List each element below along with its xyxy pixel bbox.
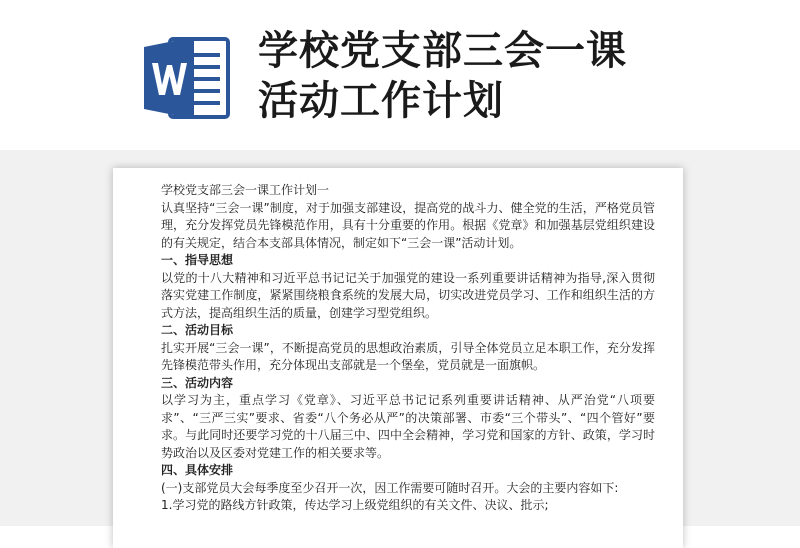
section-heading: 四、具体安排: [161, 463, 234, 477]
doc-paragraph: 认真坚持“三会一课”制度，对于加强支部建设，提高党的战斗力、健全党的生活，严格党员管理，充分发挥党员先锋模范作用，具有十分重要的作用。根据《党章》和加强基层党组织建设的有关规定，结合本支部具体情况，制定如下“三会一课”活动计划。: [161, 200, 655, 250]
document-page: [113, 168, 683, 548]
header-banner: [0, 0, 800, 160]
doc-heading: 学校党支部三会一课工作计划一: [161, 183, 330, 197]
section-heading: 三、活动内容: [161, 375, 234, 390]
doc-paragraph: 1.学习党的路线方针政策，传达学习上级党组织的有关文件、决议、批示;: [161, 498, 549, 512]
doc-paragraph: 扎实开展“三会一课”，不断提高党员的思想政治素质，引导全体党员立足本职工作，充分发挥先锋模范带头作用，充分体现出支部就是一个堡垒，党员就是一面旗帜。: [161, 340, 655, 372]
document-title: [258, 26, 778, 126]
title-line-2: 活动工作计划: [258, 78, 504, 124]
document-body: [161, 182, 655, 515]
section-heading: 二、活动目标: [161, 323, 234, 337]
doc-paragraph: (一)支部党员大会每季度至少召开一次，因工作需要可随时召开。大会的主要内容如下:: [161, 480, 619, 495]
doc-paragraph: 以党的十八大精神和习近平总书记记关于加强党的建设一系列重要讲话精神为指导,深入贯彻落实党建工作制度，紧紧围绕粮食系统的发展大局，切实改进党员学习、工作和组织生活的方式方法，提高组织生活的质量，创建学习型党组织。: [161, 270, 655, 320]
section-heading: 一、指导思想: [161, 253, 234, 267]
title-line-1: 学校党支部三会一课: [258, 28, 627, 74]
doc-paragraph: 以学习为主，重点学习《党章》、习近平总书记记系列重要讲话精神、从严治党“八项要求”、“三严三实”要求、省委“八个务必从严”的决策部署、市委“三个带头”、“四个管好”要求。与此同时还要学习党的十八届三中、四中全会精神，学习党和国家的方针、政策，学习时势政治以及区委对党建工作的相关要求等。: [161, 393, 655, 460]
word-document-icon: [140, 33, 235, 123]
